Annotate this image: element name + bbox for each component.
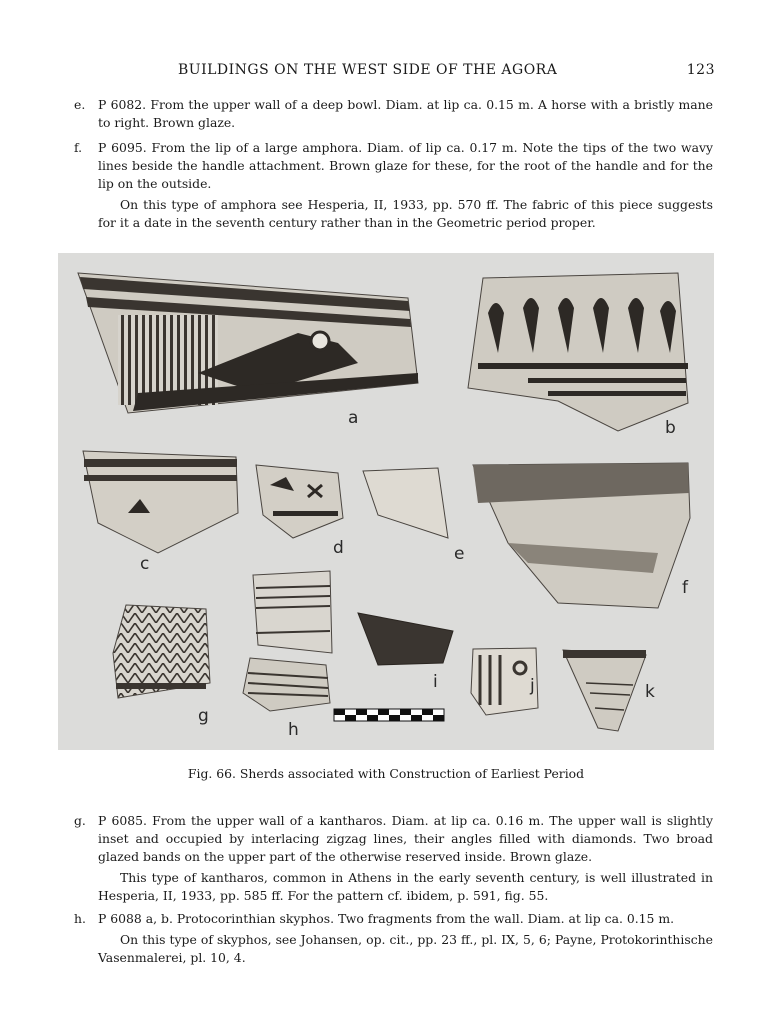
sherd-k	[563, 650, 646, 731]
sherd-d	[256, 465, 343, 538]
sherd-h-upper	[253, 571, 332, 653]
sherd-b	[468, 273, 688, 431]
figure-caption: Fig. 66. Sherds associated with Construction of Earliest Period	[187, 766, 585, 781]
entry-text: P 6088 a, b. Protocorinthian skyphos. Two fragments from the wall. Diam. at lip ca. 0.15 m.	[98, 911, 675, 926]
sherd-f	[473, 463, 690, 608]
entry-label: f.	[74, 140, 83, 155]
plate-letter-g: g	[198, 706, 209, 726]
plate-letter-e: e	[454, 544, 465, 564]
entry-text: P 6085. From the upper wall of a kantharos. Diam. at lip ca. 0.16 m. The upper wall is slightly inset and occupied by interlacing zigzag lines, their angles filled with diamonds. Two broad glazed bands on the upper part of the otherwise reserved inside. Brown glaze.	[98, 813, 713, 864]
entry-text: P 6095. From the lip of a large amphora. Diam. of lip ca. 0.17 m. Note the tips of the two wavy lines beside the handle attachment. Brown glaze for these, for the root of the handle and for the lip on the outside.	[98, 140, 713, 191]
entry-label: h.	[74, 911, 86, 926]
plate-letter-f: f	[682, 578, 688, 598]
catalogue-entry-h	[74, 910, 713, 967]
figure-plate	[58, 253, 714, 750]
plate-letter-h: h	[288, 720, 299, 740]
sherd-e	[363, 468, 448, 538]
plate-letter-k: k	[645, 682, 655, 702]
sherd-h-lower	[243, 658, 330, 711]
entry-note: On this type of amphora see Hesperia, II, 1933, pp. 570 ff. The fabric of this piece suggests for it a date in the seventh century rather than in the Geometric period proper.	[98, 197, 713, 230]
sherd-a	[78, 273, 418, 413]
plate-letter-i: i	[433, 672, 438, 692]
page-number: 123	[686, 62, 715, 78]
catalogue-entry-e	[74, 96, 713, 132]
entry-label: g.	[74, 813, 86, 828]
plate-letter-d: d	[333, 538, 344, 558]
entry-text: P 6082. From the upper wall of a deep bowl. Diam. at lip ca. 0.15 m. A horse with a bristly mane to right. Brown glaze.	[98, 97, 713, 130]
running-head-title: BUILDINGS ON THE WEST SIDE OF THE AGORA	[178, 62, 558, 78]
entry-label: e.	[74, 97, 86, 112]
scale-bar	[334, 709, 444, 721]
catalogue-entry-f	[74, 139, 713, 232]
sherd-i	[358, 613, 453, 665]
sherd-j	[471, 648, 538, 715]
plate-letter-b: b	[665, 418, 676, 438]
entry-note: This type of kantharos, common in Athens in the early seventh century, is well illustrated in Hesperia, II, 1933, pp. 585 ff. For the pattern cf. ibidem, p. 591, fig. 55.	[98, 870, 713, 903]
plate-letter-c: c	[140, 554, 150, 574]
plate-letter-a: a	[348, 408, 359, 428]
sherd-g	[113, 605, 210, 698]
sherd-c	[83, 451, 238, 553]
entry-note: On this type of skyphos, see Johansen, op. cit., pp. 23 ff., pl. IX, 5, 6; Payne, Protokorinthische Vasenmalerei, pl. 10, 4.	[98, 932, 713, 965]
sherds-photograph	[58, 253, 714, 750]
catalogue-entry-g	[74, 812, 713, 905]
plate-letter-j: j	[530, 676, 535, 696]
